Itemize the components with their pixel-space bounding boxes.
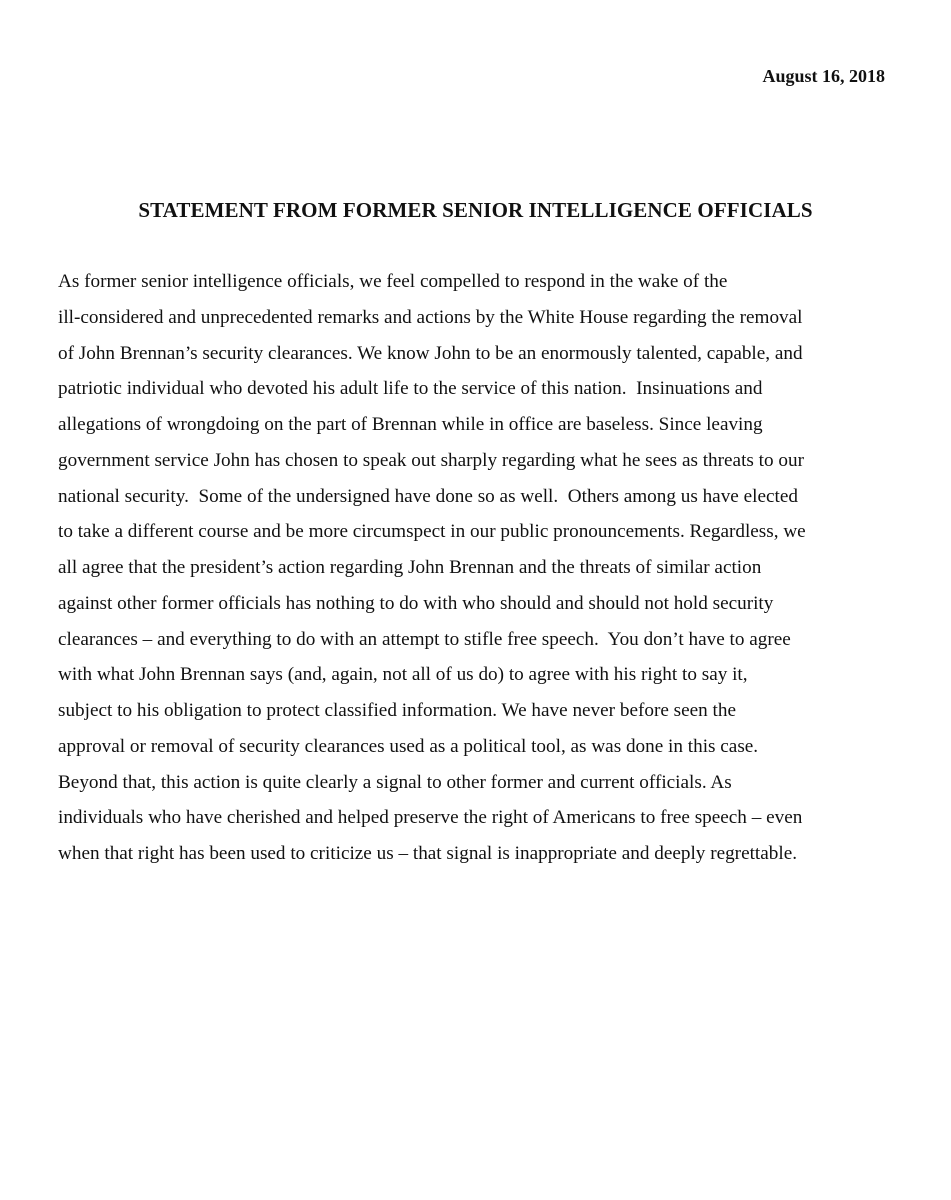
statement-line: allegations of wrongdoing on the part of Brennan while in office are baseless. Since leaving (58, 414, 763, 435)
statement-line: Beyond that, this action is quite clearly a signal to other former and current officials. As (58, 771, 732, 793)
document-date: August 16, 2018 (762, 66, 885, 86)
statement-line: when that right has been used to criticize us – that signal is inappropriate and deeply regrettable. (58, 843, 798, 864)
statement-line: all agree that the president’s action regarding John Brennan and the threats of similar action (58, 557, 762, 578)
statement-line: with what John Brennan says (and, again, not all of us do) to agree with his right to say it, (58, 664, 748, 686)
statement-line: individuals who have cherished and helped preserve the right of Americans to free speech – even (58, 807, 803, 829)
statement-line: national security. Some of the undersigned have done so as well. Others among us have elected (58, 485, 798, 507)
statement-line: subject to his obligation to protect classified information. We have never before seen the (58, 700, 736, 721)
statement-body (58, 264, 888, 872)
document-title: STATEMENT FROM FORMER SENIOR INTELLIGENCE OFFICIALS (138, 198, 813, 222)
statement-line: clearances – and everything to do with an attempt to stifle free speech. You don’t have to agree (58, 628, 791, 650)
statement-line: As former senior intelligence officials, we feel compelled to respond in the wake of the (58, 271, 728, 292)
statement-line: against other former officials has nothing to do with who should and should not hold security (58, 592, 774, 614)
statement-line: government service John has chosen to speak out sharply regarding what he sees as threats to our (58, 449, 804, 471)
statement-line: ill-considered and unprecedented remarks and actions by the White House regarding the removal (58, 306, 803, 328)
statement-line: approval or removal of security clearances used as a political tool, as was done in this case. (58, 735, 759, 757)
statement-line: to take a different course and be more circumspect in our public pronouncements. Regardless, we (58, 521, 806, 543)
statement-line: patriotic individual who devoted his adult life to the service of this nation. Insinuations and (58, 378, 763, 400)
statement-line: of John Brennan’s security clearances. We know John to be an enormously talented, capable, and (58, 342, 803, 364)
